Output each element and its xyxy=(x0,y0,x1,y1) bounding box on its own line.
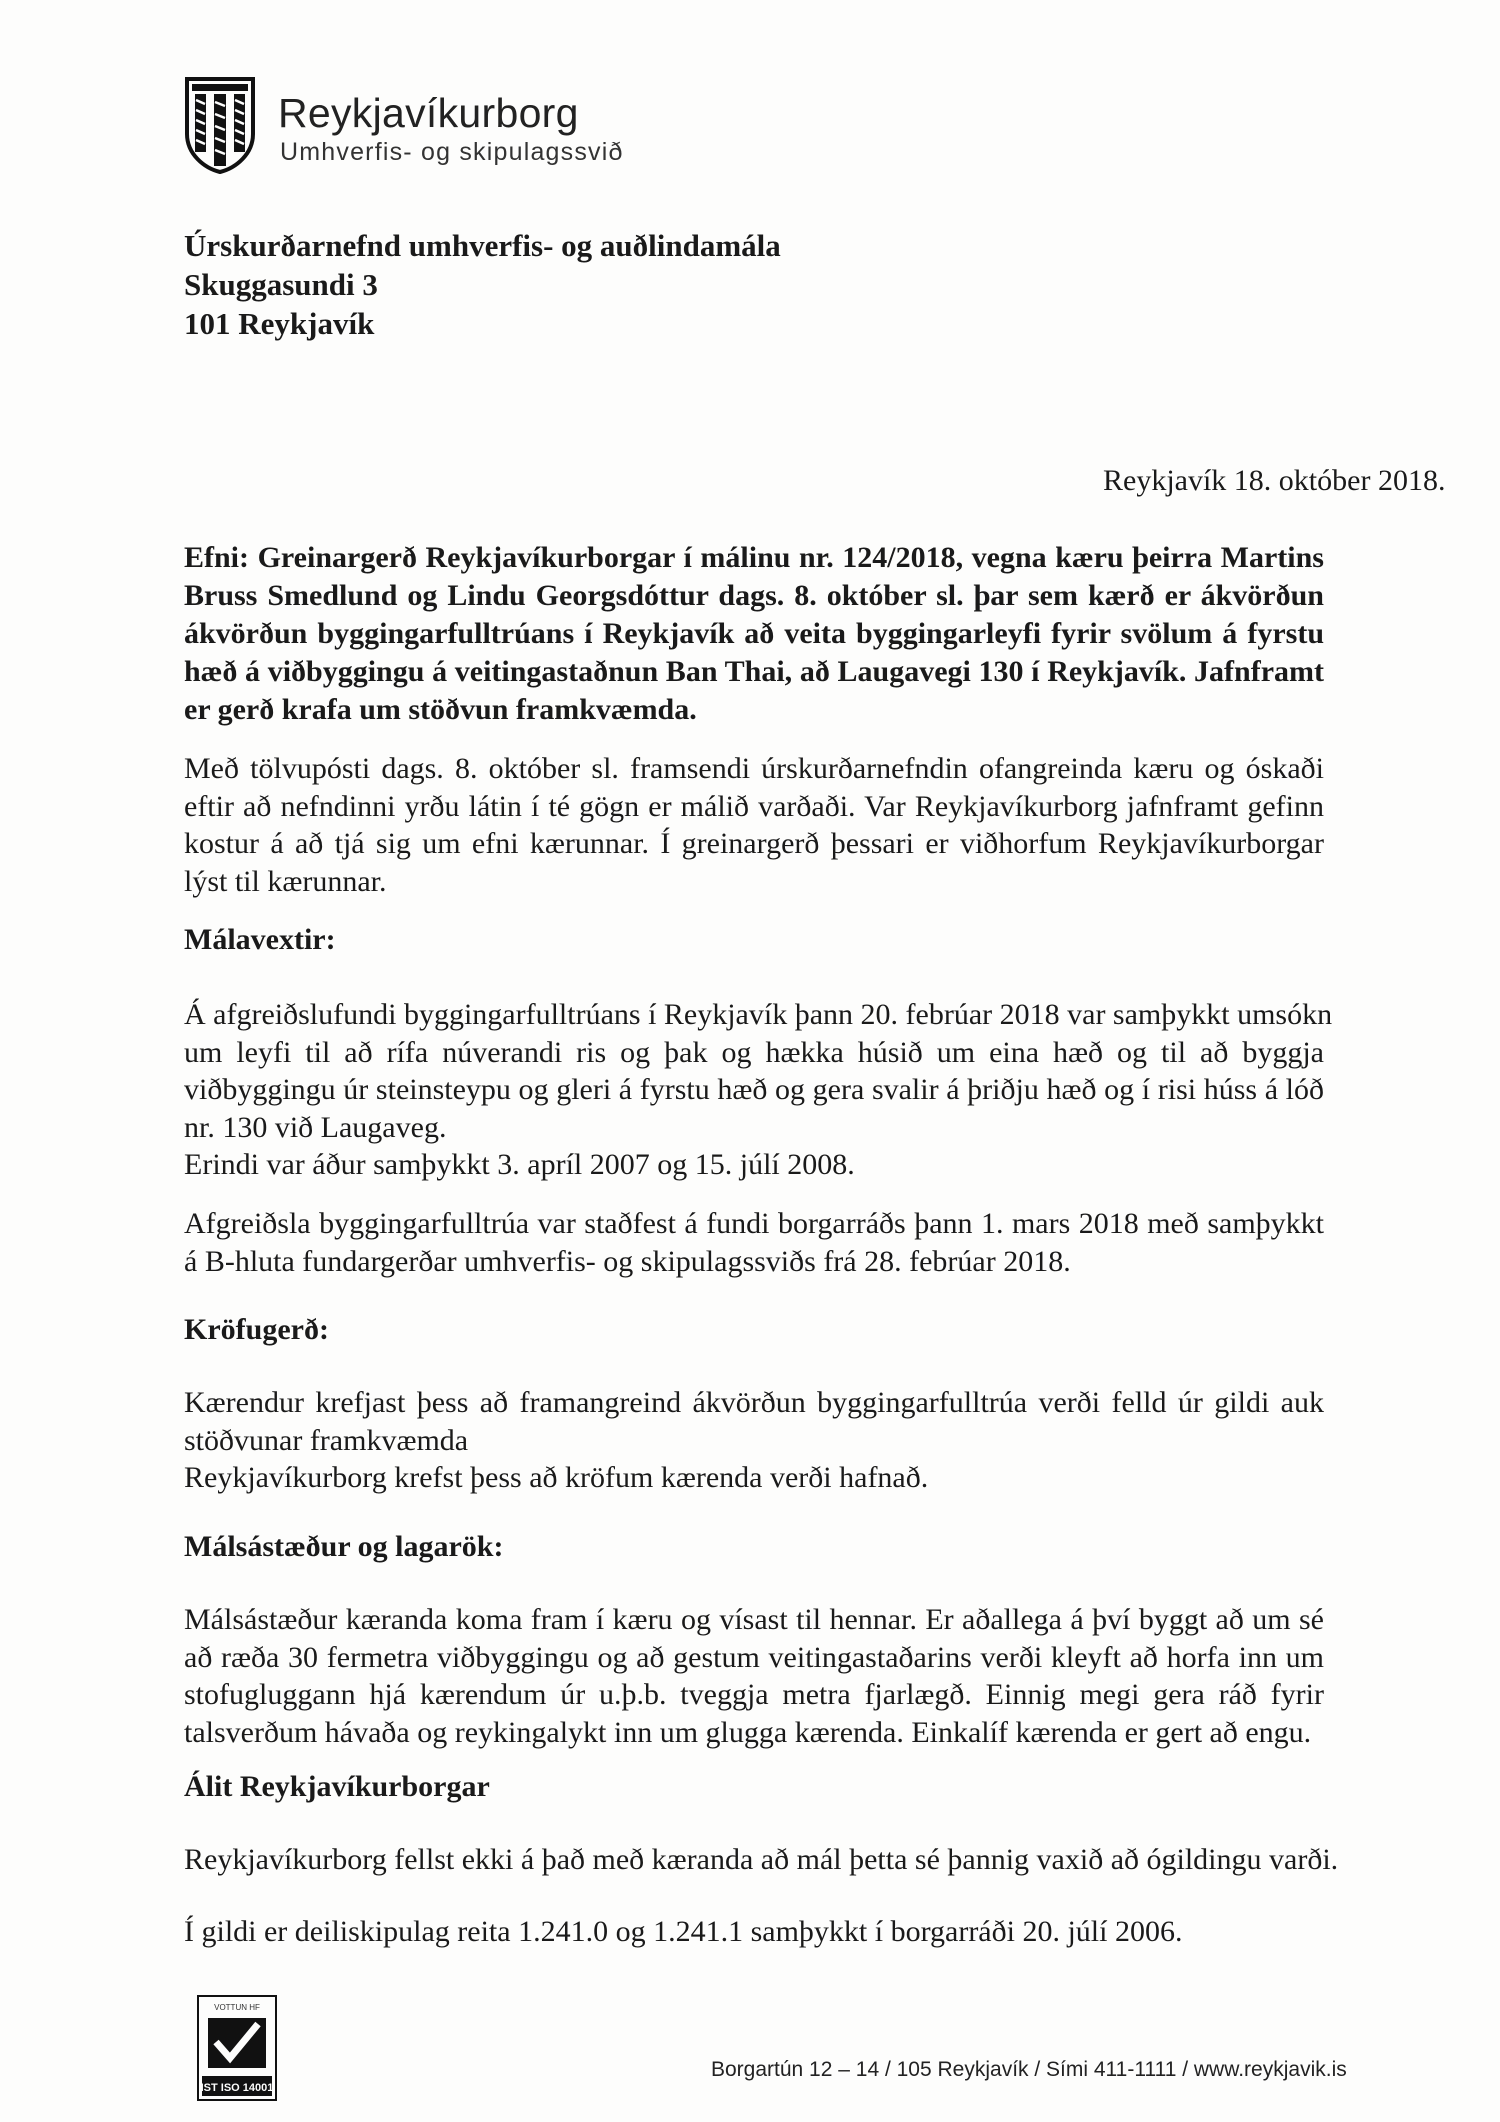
intro-line: eftir að nefndinni yrðu látin í té gögn er málið varðaði. Var Reykjavíkurborg jafnframt gefinn xyxy=(184,789,1324,823)
malsastaedur-paragraph xyxy=(184,1601,1324,1751)
certification-top-text: VOTTUN HF xyxy=(214,2003,260,2012)
section-heading-malavextir: Málavextir: xyxy=(184,923,336,956)
paragraph-line: talsverðum hávaða og reykingalykt inn um glugga kærenda. Einkalíf kærenda er gert að engu. xyxy=(184,1715,1312,1749)
intro-line: lýst til kærunnar. xyxy=(184,864,387,898)
malavextir-paragraph-1 xyxy=(184,996,1333,1184)
paragraph-line: Kærendur krefjast þess að framangreind ákvörðun byggingarfulltrúa verði felld úr gildi auk xyxy=(184,1386,1324,1419)
paragraph-line: nr. 130 við Laugaveg. xyxy=(184,1110,447,1144)
paragraph-line: stöðvunar framkvæmda xyxy=(184,1423,469,1457)
paragraph-line: Reykjavíkurborg fellst ekki á það með kæranda að mál þetta sé þannig vaxið að ógildingu varði. xyxy=(184,1843,1339,1876)
recipient-city: 101 Reykjavík xyxy=(184,306,375,341)
alit-paragraph-1 xyxy=(184,1841,1339,1879)
subject-line: Efni: Greinargerð Reykjavíkurborgar í málinu nr. 124/2018, vegna kæru þeirra Martins xyxy=(184,541,1324,574)
footer-contact: Borgartún 12 – 14 / 105 Reykjavík / Sími 411-1111 / www.reykjavik.is xyxy=(711,2058,1347,2081)
letter-date: Reykjavík 18. október 2018. xyxy=(1103,464,1446,497)
malavextir-paragraph-2 xyxy=(184,1205,1324,1280)
paragraph-line: viðbyggingu úr steinsteypu og gleri á fyrstu hæð og gera svalir á þriðju hæð og í risi húss á lóð xyxy=(184,1073,1324,1106)
paragraph-line: Í gildi er deiliskipulag reita 1.241.0 og 1.241.1 samþykkt í borgarráði 20. júlí 2006. xyxy=(184,1915,1183,1948)
city-coat-of-arms-icon xyxy=(184,76,256,174)
subject-line: er gerð krafa um stöðvun framkvæmda. xyxy=(184,693,697,726)
certification-bottom-text: IST ISO 14001 xyxy=(200,2082,274,2094)
paragraph-line: Erindi var áður samþykkt 3. apríl 2007 og 15. júlí 2008. xyxy=(184,1148,855,1181)
paragraph-line: stofugluggann hjá kærendum úr u.þ.b. tveggja metra fjarlægð. Einnig megi gera ráð fyrir xyxy=(184,1678,1324,1711)
paragraph-line: um leyfi til að rífa núverandi ris og þak og hækka húsið um eina hæð og til að byggja xyxy=(184,1035,1324,1069)
intro-line: Með tölvupósti dags. 8. október sl. framsendi úrskurðarnefndin ofangreinda kæru og óskaði xyxy=(184,752,1324,785)
paragraph-line: Reykjavíkurborg krefst þess að kröfum kærenda verði hafnað. xyxy=(184,1461,929,1494)
paragraph-line: Á afgreiðslufundi byggingarfulltrúans í Reykjavík þann 20. febrúar 2018 var samþykkt umsókn xyxy=(184,998,1333,1031)
paragraph-line: Málsástæður kæranda koma fram í kæru og vísast til hennar. Er aðallega á því byggt að um sé xyxy=(184,1603,1324,1636)
recipient-street: Skuggasundi 3 xyxy=(184,267,378,302)
alit-paragraph-2 xyxy=(184,1913,1324,1951)
recipient-address xyxy=(184,226,781,343)
section-heading-krofugerd: Kröfugerð: xyxy=(184,1313,329,1346)
subject-line: ákvörðun byggingarfulltrúans í Reykjavík að veita byggingarleyfi fyrir svölum á fyrstu xyxy=(184,617,1324,650)
paragraph-line: að ræða 30 fermetra viðbyggingu og að gestum veitingastaðarins verði kleyft að horfa inn um xyxy=(184,1640,1324,1674)
subject-line: hæð á viðbyggingu á veitingastaðnun Ban Thai, að Laugavegi 130 í Reykjavík. Jafnframt xyxy=(184,655,1324,688)
paragraph-line: á B-hluta fundargerðar umhverfis- og skipulagssviðs frá 28. febrúar 2018. xyxy=(184,1244,1071,1278)
intro-paragraph xyxy=(184,750,1324,900)
section-heading-alit: Álit Reykjavíkurborgar xyxy=(184,1770,490,1803)
paragraph-line: Afgreiðsla byggingarfulltrúa var staðfest á fundi borgarráðs þann 1. mars 2018 með samþykkt xyxy=(184,1207,1324,1240)
subject-paragraph xyxy=(184,539,1324,729)
recipient-name: Úrskurðarnefnd umhverfis- og auðlindamála xyxy=(184,228,781,263)
intro-line: kostur á að tjá sig um efni kærunnar. Í greinargerð þessari er viðhorfum Reykjavíkurborgar xyxy=(184,827,1324,860)
krofugerd-paragraph xyxy=(184,1384,1324,1497)
organization-name: Reykjavíkurborg xyxy=(278,90,579,136)
subject-line: Bruss Smedlund og Lindu Georgsdóttur dags. 8. október sl. þar sem kærð er ákvörðun xyxy=(184,579,1324,612)
section-heading-malsastaedur: Málsástæður og lagarök: xyxy=(184,1530,504,1563)
department-name: Umhverfis- og skipulagssvið xyxy=(280,138,624,166)
iso-certification-badge xyxy=(196,1994,278,2102)
